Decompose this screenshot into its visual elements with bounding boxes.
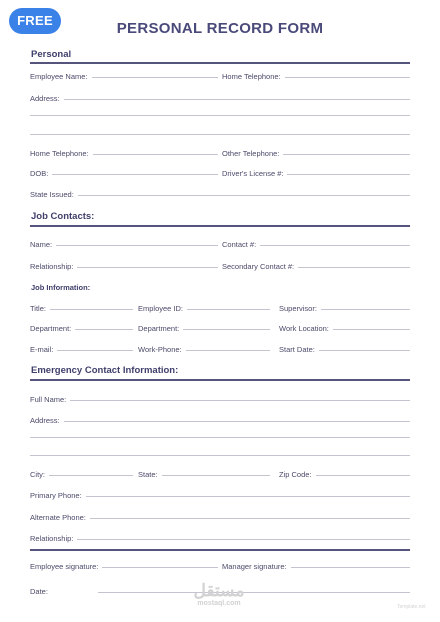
- field-label: Department:: [30, 324, 72, 333]
- field-label: Employee Name:: [30, 72, 88, 81]
- field-label: Address:: [30, 94, 60, 103]
- field-line: [49, 475, 133, 476]
- section-rule: [30, 379, 410, 381]
- field-label: State Issued:: [30, 190, 74, 199]
- emergency-relationship-field[interactable]: [30, 532, 410, 543]
- field-line: [93, 154, 218, 155]
- field-label: State:: [138, 470, 158, 479]
- field-line: [102, 567, 218, 568]
- watermark-text: mostaql.com: [197, 600, 241, 607]
- field-label: Work Location:: [279, 324, 329, 333]
- field-label: Department:: [138, 324, 180, 333]
- section-title-personal: Personal: [31, 49, 72, 60]
- manager-signature-field[interactable]: [222, 560, 410, 571]
- field-label: Date:: [30, 587, 48, 596]
- other-telephone-field[interactable]: [222, 147, 410, 158]
- emergency-address-line-3[interactable]: [30, 455, 410, 456]
- field-line: [333, 329, 410, 330]
- field-line: [92, 77, 218, 78]
- field-label: Address:: [30, 416, 60, 425]
- field-label: Name:: [30, 240, 53, 249]
- alternate-phone-field[interactable]: [30, 511, 410, 522]
- field-label: Employee signature:: [30, 562, 99, 571]
- footer-watermark: Template.net: [397, 604, 426, 610]
- drivers-license-field[interactable]: [222, 167, 410, 178]
- primary-phone-field[interactable]: [30, 489, 410, 500]
- free-badge[interactable]: FREE: [9, 8, 61, 34]
- field-label: E-mail:: [30, 345, 54, 354]
- field-line: [283, 154, 410, 155]
- field-line: [75, 329, 133, 330]
- field-line: [321, 309, 410, 310]
- start-date-field[interactable]: [279, 343, 410, 354]
- dob-field[interactable]: [30, 167, 218, 178]
- field-line: [52, 174, 218, 175]
- field-line: [183, 329, 270, 330]
- field-label: Work-Phone:: [138, 345, 182, 354]
- signature-rule: [30, 549, 410, 551]
- field-line: [64, 421, 410, 422]
- field-label: Relationship:: [30, 262, 74, 271]
- work-phone-field[interactable]: [138, 343, 270, 354]
- job-title-field[interactable]: [30, 302, 133, 313]
- field-label: DOB:: [30, 169, 49, 178]
- field-label: Title:: [30, 304, 46, 313]
- field-line: [187, 309, 270, 310]
- section-title-emergency: Emergency Contact Information:: [31, 365, 179, 376]
- job-contact-relationship-field[interactable]: [30, 260, 218, 271]
- city-field[interactable]: [30, 468, 133, 479]
- field-label: Alternate Phone:: [30, 513, 86, 522]
- department-field[interactable]: [30, 322, 133, 333]
- field-label: Secondary Contact #:: [222, 262, 295, 271]
- job-contact-number-field[interactable]: [222, 238, 410, 249]
- field-line: [70, 400, 410, 401]
- state-field[interactable]: [138, 468, 270, 479]
- work-location-field[interactable]: [279, 322, 410, 333]
- field-line: [291, 567, 410, 568]
- home-telephone-2-field[interactable]: [30, 147, 218, 158]
- secondary-contact-field[interactable]: [222, 260, 410, 271]
- field-label: Supervisor:: [279, 304, 317, 313]
- employee-name-field[interactable]: [30, 70, 218, 81]
- form-title: PERSONAL RECORD FORM: [116, 20, 324, 37]
- field-line: [57, 350, 133, 351]
- field-label: Driver's License #:: [222, 169, 284, 178]
- field-line: [90, 518, 410, 519]
- field-line: [285, 77, 410, 78]
- field-line: [78, 195, 410, 196]
- section-title-job-contacts: Job Contacts:: [31, 211, 95, 222]
- field-line: [319, 350, 410, 351]
- field-label: Home Telephone:: [30, 149, 89, 158]
- field-line: [298, 267, 410, 268]
- field-label: Employee ID:: [138, 304, 184, 313]
- field-label: Full Name:: [30, 395, 67, 404]
- state-issued-field[interactable]: [30, 188, 410, 199]
- job-contact-name-field[interactable]: [30, 238, 218, 249]
- home-telephone-field[interactable]: [222, 70, 410, 81]
- employee-signature-field[interactable]: [30, 560, 218, 571]
- section-rule: [30, 225, 410, 227]
- field-line: [287, 174, 410, 175]
- zip-code-field[interactable]: [279, 468, 410, 479]
- field-label: Home Telephone:: [222, 72, 281, 81]
- email-field[interactable]: [30, 343, 133, 354]
- field-label: Manager signature:: [222, 562, 287, 571]
- employee-id-field[interactable]: [138, 302, 270, 313]
- address-line-2[interactable]: [30, 115, 410, 116]
- field-line: [98, 592, 410, 593]
- address-line-3[interactable]: [30, 134, 410, 135]
- field-line: [77, 267, 218, 268]
- watermark-logo: مستقل: [193, 581, 245, 600]
- field-line: [260, 245, 410, 246]
- field-label: Contact #:: [222, 240, 257, 249]
- emergency-full-name-field[interactable]: [30, 393, 410, 404]
- field-line: [162, 475, 270, 476]
- field-line: [56, 245, 218, 246]
- field-line: [316, 475, 410, 476]
- field-line: [50, 309, 133, 310]
- field-label: Zip Code:: [279, 470, 312, 479]
- section-rule: [30, 62, 410, 64]
- section-title-job-information: Job Information:: [31, 283, 91, 292]
- field-line: [64, 99, 410, 100]
- field-label: Other Telephone:: [222, 149, 280, 158]
- field-line: [77, 539, 410, 540]
- field-line: [186, 350, 270, 351]
- supervisor-field[interactable]: [279, 302, 410, 313]
- department-2-field[interactable]: [138, 322, 270, 333]
- field-label: Start Date:: [279, 345, 315, 354]
- field-label: Primary Phone:: [30, 491, 82, 500]
- address-field[interactable]: [30, 92, 410, 103]
- field-label: City:: [30, 470, 45, 479]
- field-line: [86, 496, 410, 497]
- field-label: Relationship:: [30, 534, 74, 543]
- emergency-address-line-2[interactable]: [30, 437, 410, 438]
- emergency-address-field[interactable]: [30, 414, 410, 425]
